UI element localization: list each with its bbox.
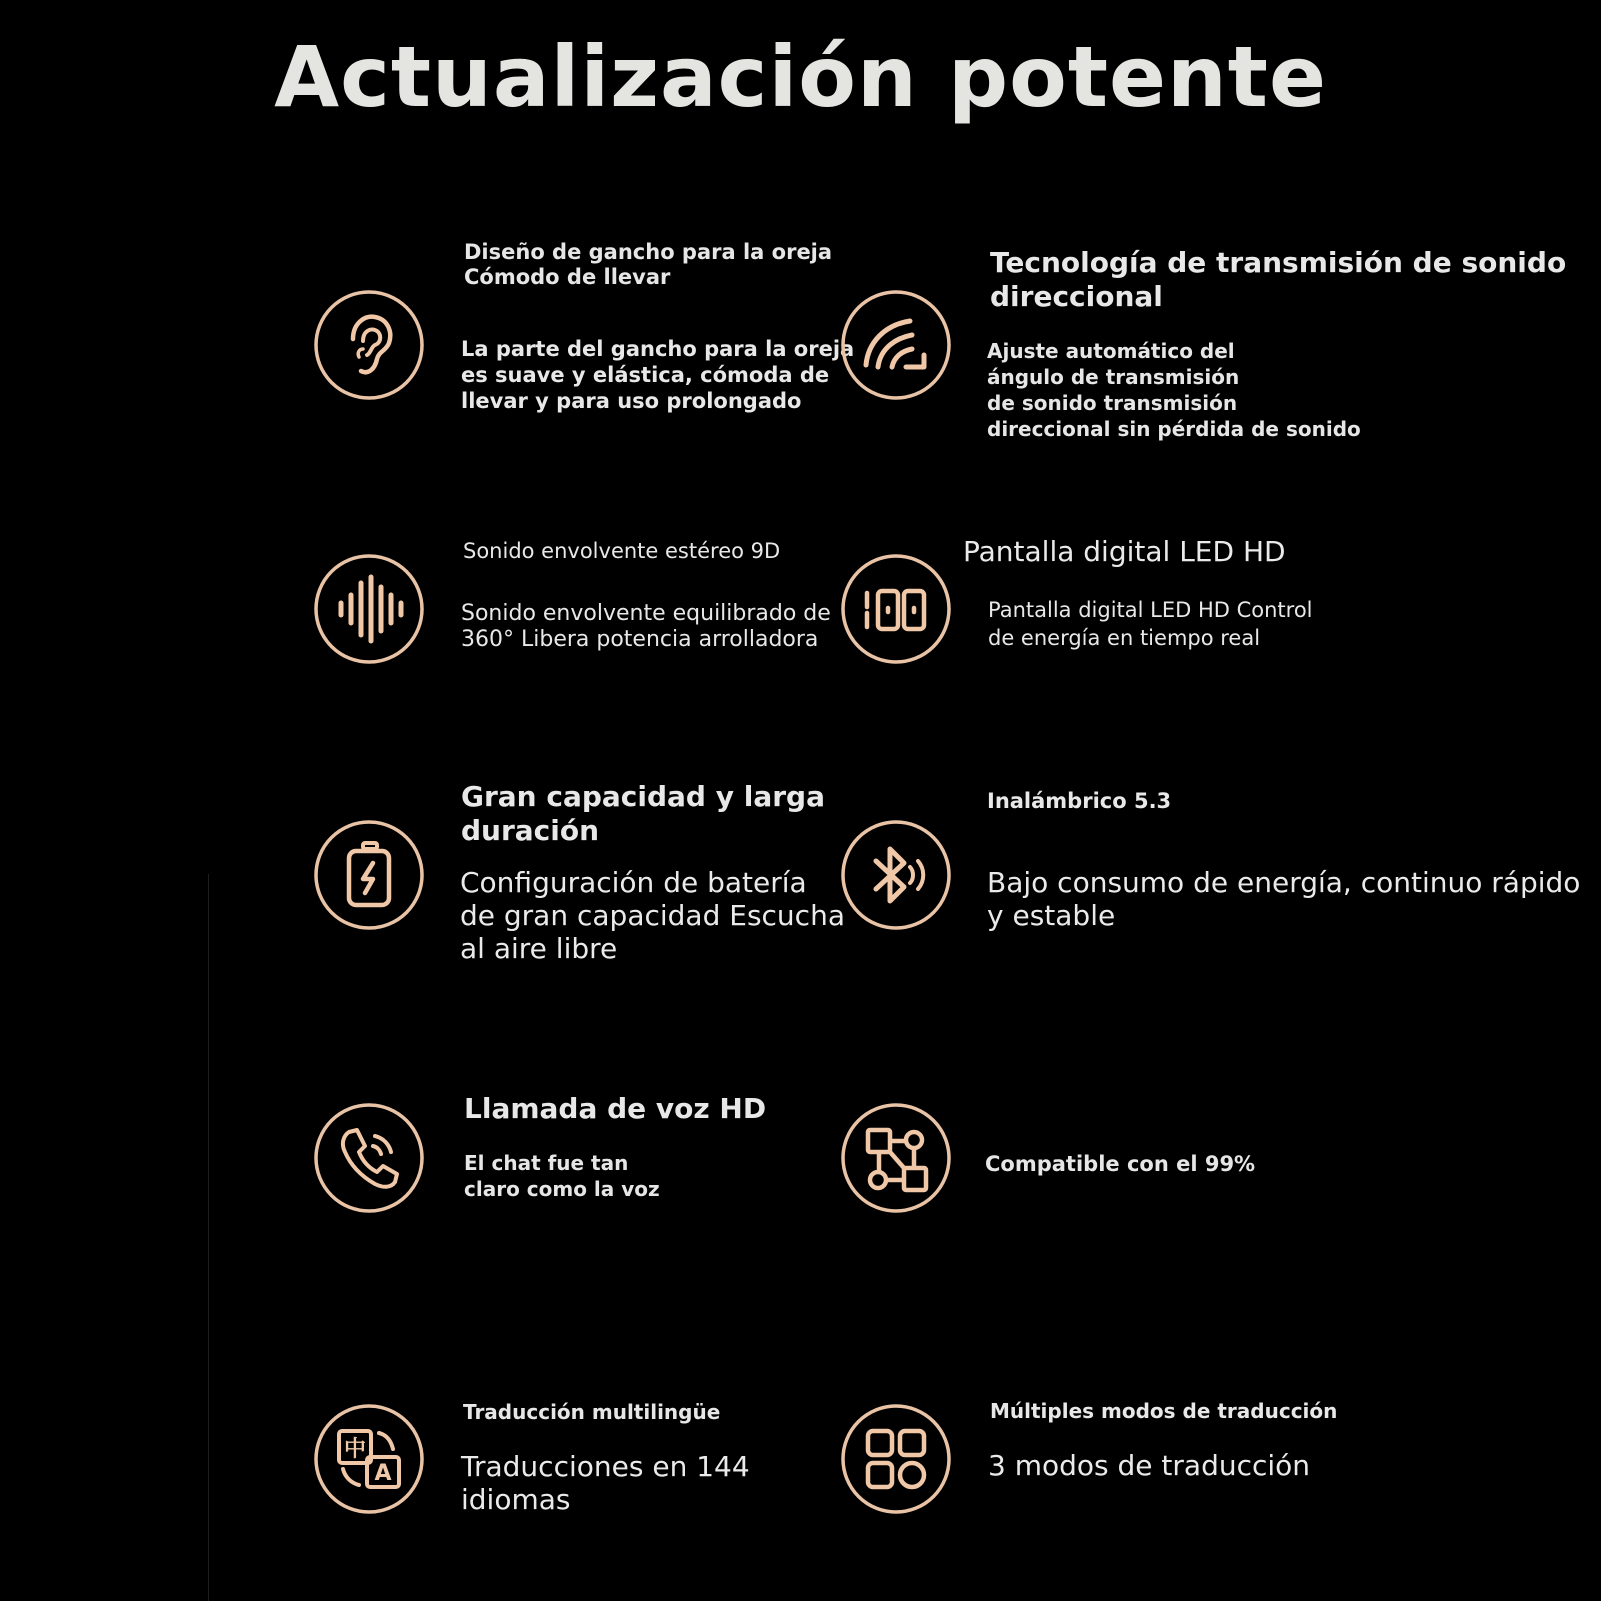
svg-text:中: 中 [343,1437,367,1462]
feature-5-heading: Gran capacidad y larga duración [461,780,825,847]
feature-7-body: El chat fue tan claro como la voz [464,1151,660,1201]
phone-call-icon [313,1102,425,1214]
feature-7-heading: Llamada de voz HD [464,1092,767,1125]
feature-8-body: Compatible con el 99% [985,1152,1256,1176]
feature-6-body: Bajo consumo de energía, continuo rápido y estable [987,866,1581,932]
feature-4-body: Pantalla digital LED HD Control de energía en tiempo real [988,598,1313,650]
feature-2-heading: Tecnología de transmisión de sonido direccional [990,246,1567,313]
battery-icon [313,819,425,931]
compatibility-icon [840,1102,952,1214]
feature-3-body: Sonido envolvente equilibrado de 360° Libera potencia arrolladora [461,601,831,652]
feature-1-body: La parte del gancho para la oreja es suave y elástica, cómoda de llevar y para uso prolongado [461,337,855,413]
feature-5-body: Configuración de batería de gran capacidad Escucha al aire libre [460,866,845,965]
led-display-icon [840,553,952,665]
translate-icon [313,1403,425,1515]
feature-9-body: Traducciones en 144 idiomas [461,1450,750,1516]
feature-1-heading: Diseño de gancho para la oreja Cómodo de llevar [464,240,833,289]
directional-sound-icon [840,289,952,401]
divider-line [208,874,209,1601]
sound-wave-icon [313,553,425,665]
feature-3-heading: Sonido envolvente estéreo 9D [463,539,781,563]
feature-9-heading: Traducción multilingüe [463,1400,721,1424]
feature-2-body: Ajuste automático del ángulo de transmisión de sonido transmisión direccional sin pérdida de sonido [987,339,1361,441]
svg-text:A: A [374,1461,392,1486]
ear-icon [313,289,425,401]
modes-grid-icon [840,1403,952,1515]
feature-10-body: 3 modos de traducción [988,1449,1311,1482]
feature-6-heading: Inalámbrico 5.3 [987,789,1172,813]
bluetooth-icon [840,819,952,931]
feature-10-heading: Múltiples modos de traducción [990,1399,1338,1423]
feature-4-heading: Pantalla digital LED HD [963,535,1286,568]
page-title: Actualización potente [274,28,1327,126]
